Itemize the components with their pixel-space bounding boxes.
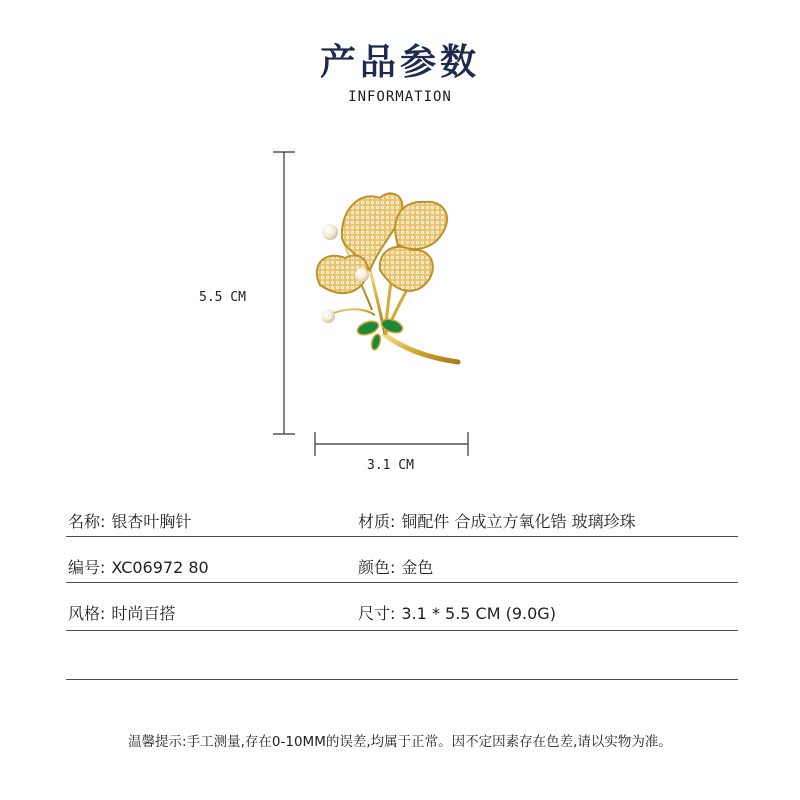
green-stone-bottom xyxy=(370,333,382,351)
spec-name xyxy=(68,509,191,532)
spec-style-value: 时尚百搭 xyxy=(111,604,176,623)
row-divider-4 xyxy=(66,679,738,680)
leaf-middle-right xyxy=(380,247,433,291)
row-divider-1 xyxy=(66,536,738,537)
spec-code xyxy=(68,555,209,578)
page-subtitle: INFORMATION xyxy=(348,89,452,105)
spec-size xyxy=(358,601,556,624)
spec-name-label: 名称: xyxy=(68,512,106,531)
spec-color-label: 颜色: xyxy=(358,558,396,577)
page-title: 产品参数 xyxy=(319,41,480,83)
leaf-top-right xyxy=(395,202,447,249)
spec-style xyxy=(68,601,175,624)
stem xyxy=(385,335,458,362)
spec-material-value: 铜配件 合成立方氧化锆 玻璃珍珠 xyxy=(401,512,636,531)
height-label: 5.5 CM xyxy=(199,290,246,305)
spec-style-label: 风格: xyxy=(68,604,106,623)
spec-material xyxy=(358,509,636,532)
width-label: 3.1 CM xyxy=(367,458,414,473)
pearl-middle xyxy=(355,268,369,282)
disclaimer-note: 温馨提示:手工测量,存在0-10MM的误差,均属于正常。因不定因素存在色差,请以实物为准。 xyxy=(128,734,672,750)
row-divider-3 xyxy=(66,630,738,631)
spec-code-value: XC06972 80 xyxy=(111,558,209,577)
spec-color xyxy=(358,555,433,578)
spec-material-label: 材质: xyxy=(358,512,396,531)
spec-name-value: 银杏叶胸针 xyxy=(111,512,192,531)
spec-color-value: 金色 xyxy=(401,558,434,577)
spec-code-label: 编号: xyxy=(68,558,106,577)
ginkgo-brooch-illustration xyxy=(280,150,480,390)
pearl-bottom xyxy=(321,309,335,323)
pearl-wire-bottom xyxy=(328,309,375,315)
row-divider-2 xyxy=(66,582,738,583)
pearl-top xyxy=(322,224,338,240)
spec-size-value: 3.1 * 5.5 CM (9.0G) xyxy=(401,604,556,623)
spec-size-label: 尺寸: xyxy=(358,604,396,623)
